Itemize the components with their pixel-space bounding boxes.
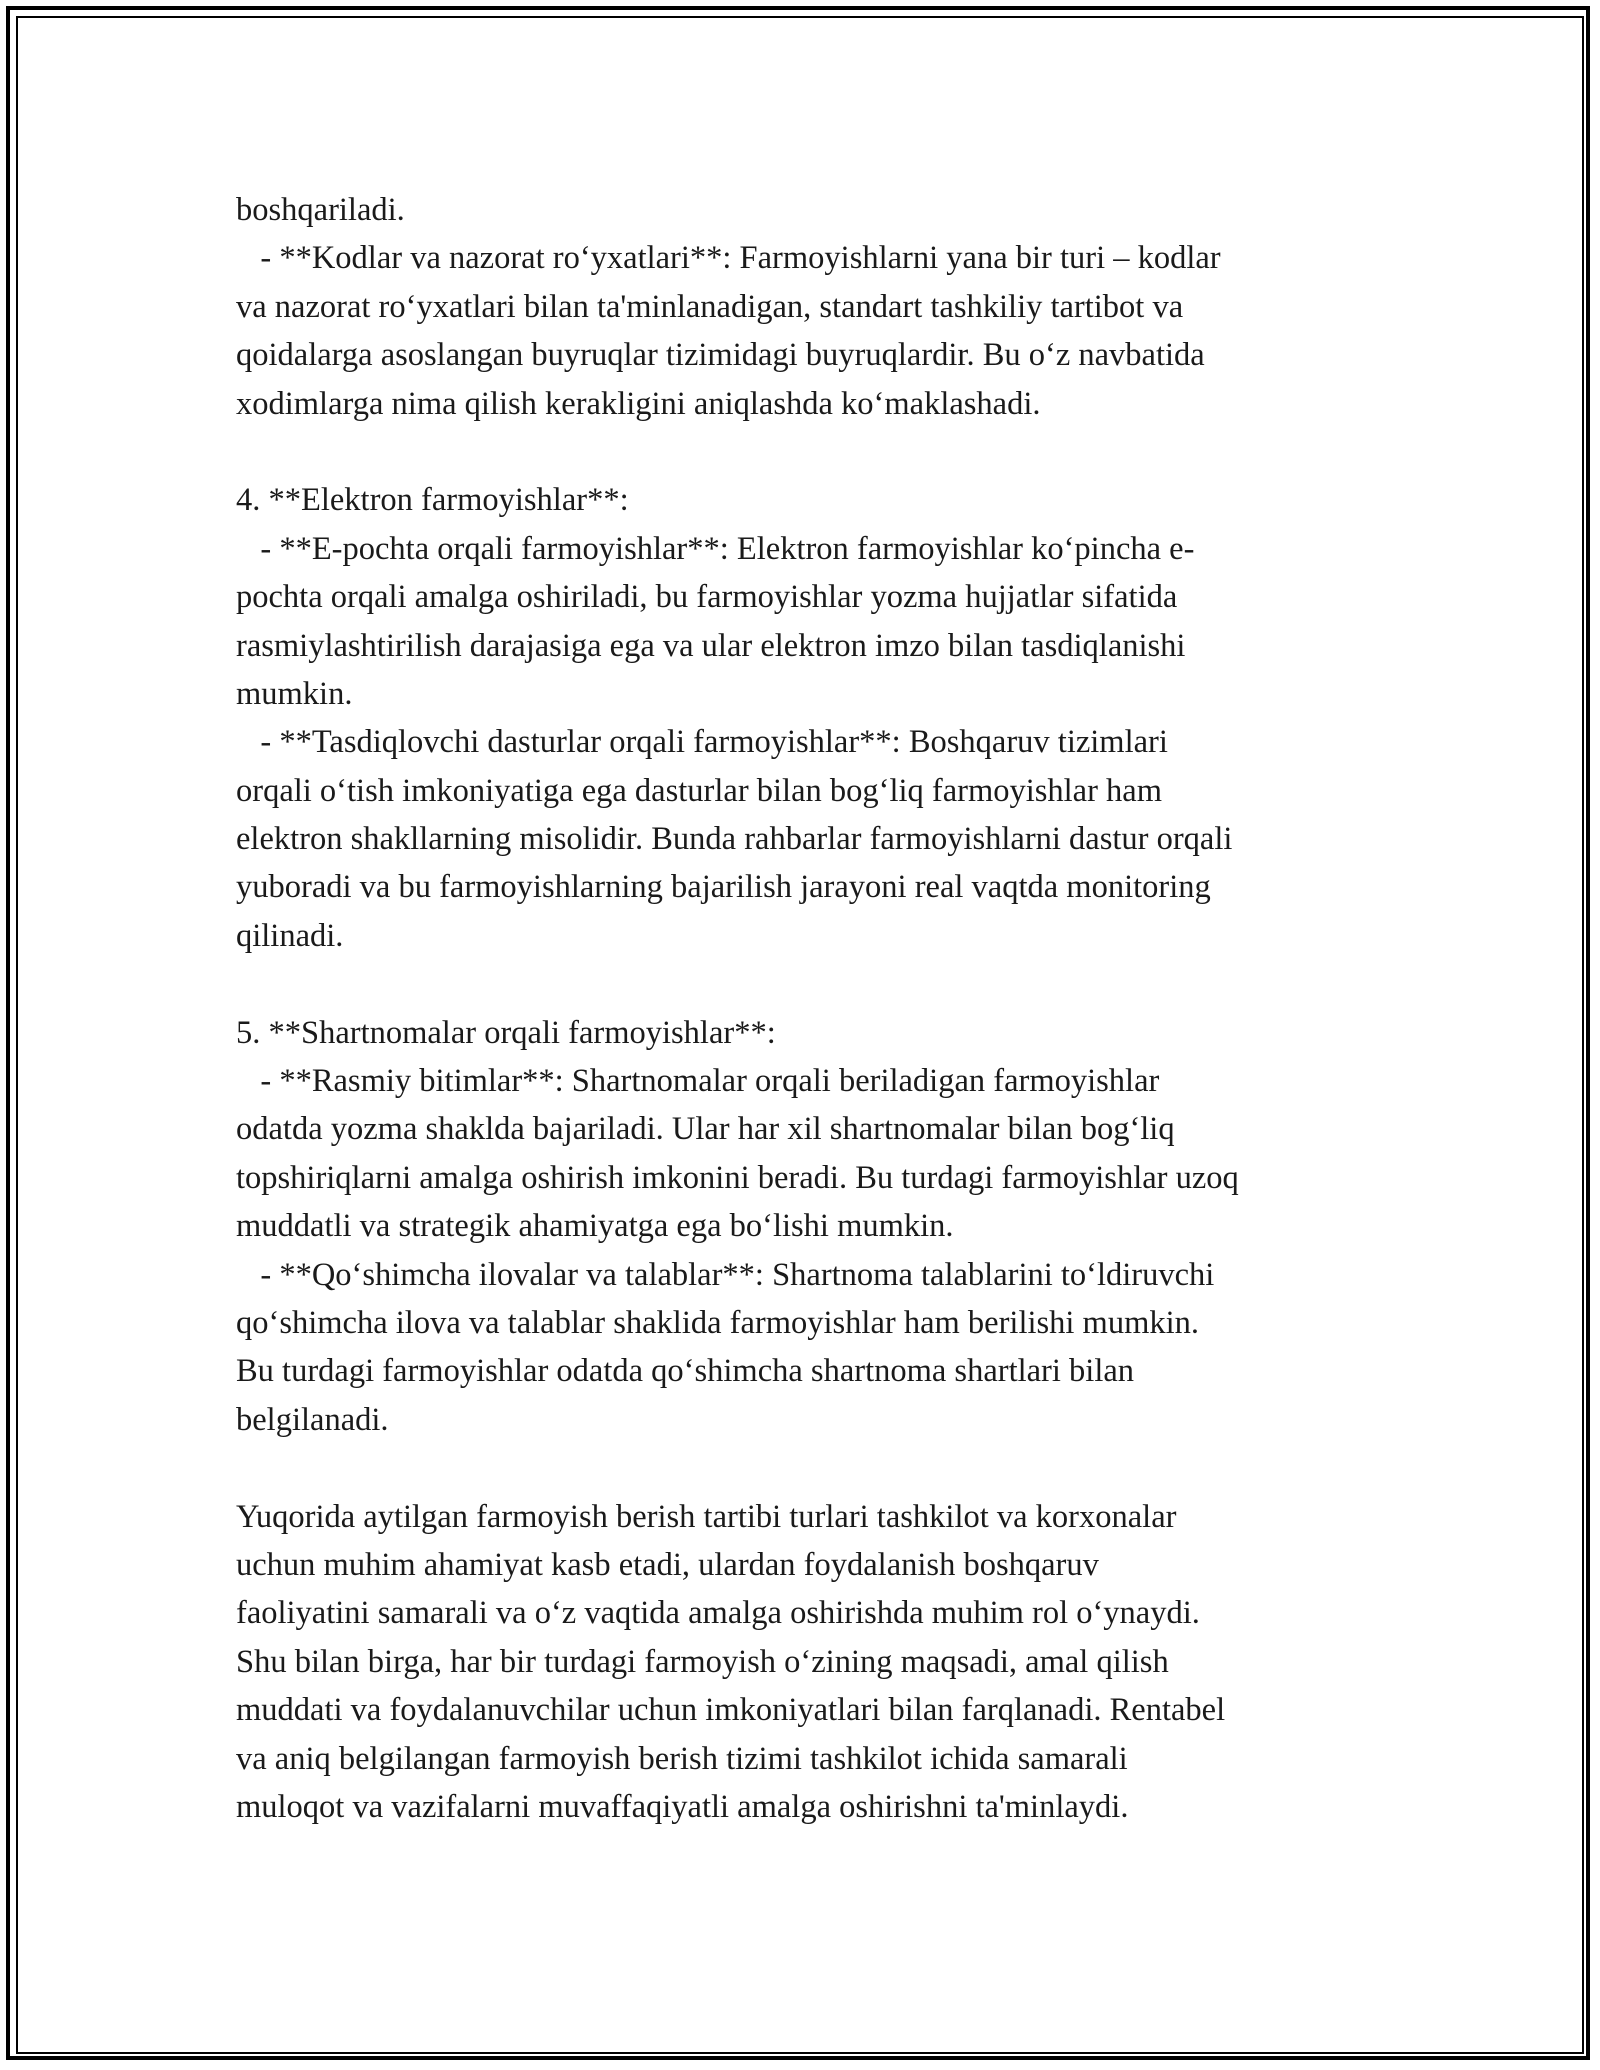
text-line: - **Rasmiy bitimlar**: Shartnomalar orqali beriladigan farmoyishlar <box>236 1063 1160 1100</box>
text-line: qoidalarga asoslangan buyruqlar tizimidagi buyruqlardir. Bu o‘z navbatida <box>236 337 1205 374</box>
text-line: uchun muhim ahamiyat kasb etadi, ulardan foydalanish boshqaruv <box>236 1546 1099 1583</box>
text-line: - **Qo‘shimcha ilovalar va talablar**: Shartnoma talablarini to‘ldiruvchi <box>236 1256 1215 1293</box>
blank-line <box>236 1444 1396 1492</box>
text-line: rasmiylashtirilish darajasiga ega va ular elektron imzo bilan tasdiqlanishi <box>236 627 1186 664</box>
text-line: - **Tasdiqlovchi dasturlar orqali farmoyishlar**: Boshqaruv tizimlari <box>236 724 1168 761</box>
text-line: odatda yozma shaklda bajariladi. Ular har xil shartnomalar bilan bog‘liq <box>236 1111 1175 1148</box>
text-line: faoliyatini samarali va o‘z vaqtida amalga oshirishda muhim rol o‘ynaydi. <box>236 1595 1200 1632</box>
text-line: va nazorat ro‘yxatlari bilan ta'minlanadigan, standart tashkiliy tartibot va <box>236 288 1184 325</box>
text-line: Shu bilan birga, har bir turdagi farmoyish o‘zining maqsadi, amal qilish <box>236 1643 1169 1680</box>
text-line: belgilanadi. <box>236 1401 389 1438</box>
text-line: xodimlarga nima qilish kerakligini aniqlashda ko‘maklashadi. <box>236 385 1041 422</box>
text-line: pochta orqali amalga oshiriladi, bu farmoyishlar yozma hujjatlar sifatida <box>236 579 1178 616</box>
text-line: Yuqorida aytilgan farmoyish berish tartibi turlari tashkilot va korxonalar <box>236 1498 1177 1535</box>
text-line: elektron shakllarning misolidir. Bunda rahbarlar farmoyishlarni dastur orqali <box>236 821 1233 858</box>
text-line: muloqot va vazifalarni muvaffaqiyatli amalga oshirishni ta'minlaydi. <box>236 1788 1129 1825</box>
document-body <box>236 186 1396 1831</box>
text-line: boshqariladi. <box>236 192 405 228</box>
text-line: muddati va foydalanuvchilar uchun imkoniyatlari bilan farqlanadi. Rentabel <box>236 1692 1226 1729</box>
text-line: va aniq belgilangan farmoyish berish tizimi tashkilot ichida samarali <box>236 1740 1128 1777</box>
blank-line <box>236 960 1396 1008</box>
blank-line <box>236 428 1396 476</box>
text-line: mumkin. <box>236 675 353 712</box>
section-heading: 4. **Elektron farmoyishlar**: <box>236 482 629 519</box>
text-line: orqali o‘tish imkoniyatiga ega dasturlar bilan bog‘liq farmoyishlar ham <box>236 772 1163 809</box>
text-line: yuboradi va bu farmoyishlarning bajarilish jarayoni real vaqtda monitoring <box>236 869 1211 906</box>
text-line: Bu turdagi farmoyishlar odatda qo‘shimcha shartnoma shartlari bilan <box>236 1353 1135 1390</box>
text-line: muddatli va strategik ahamiyatga ega bo‘lishi mumkin. <box>236 1208 954 1245</box>
text-line: qilinadi. <box>236 917 344 954</box>
text-line: - **Kodlar va nazorat ro‘yxatlari**: Farmoyishlarni yana bir turi – kodlar <box>236 240 1221 277</box>
section-heading: 5. **Shartnomalar orqali farmoyishlar**: <box>236 1014 776 1051</box>
text-line: - **E-pochta orqali farmoyishlar**: Elektron farmoyishlar ko‘pincha e- <box>236 530 1195 567</box>
text-line: qo‘shimcha ilova va talablar shaklida farmoyishlar ham berilishi mumkin. <box>236 1304 1200 1341</box>
text-line: topshiriqlarni amalga oshirish imkonini beradi. Bu turdagi farmoyishlar uzoq <box>236 1159 1239 1196</box>
